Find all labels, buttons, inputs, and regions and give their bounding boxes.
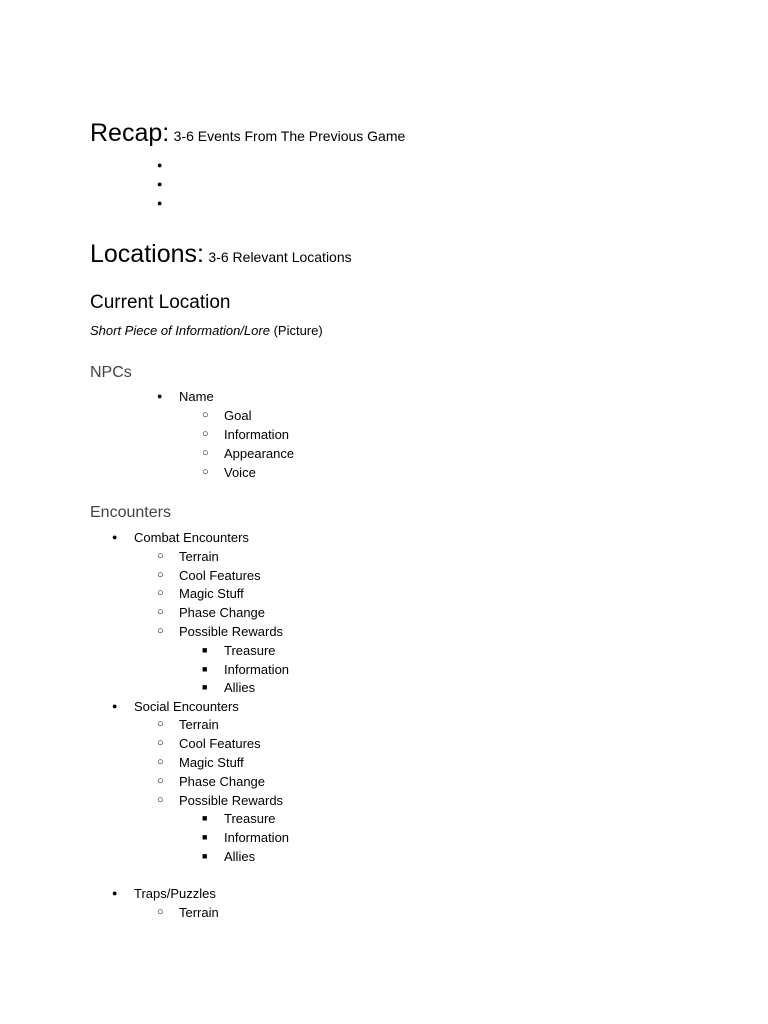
- square-bullet-icon: [202, 679, 224, 696]
- social-sub-label: Terrain: [179, 716, 219, 732]
- disc-bullet-icon: [157, 176, 179, 193]
- square-bullet-icon: [202, 810, 224, 827]
- recap-heading: Recap:: [90, 119, 170, 147]
- recap-bullet-1: [157, 157, 179, 174]
- disc-bullet-icon: [112, 529, 134, 546]
- circle-bullet-icon: [157, 567, 179, 584]
- npc-sub-label: Goal: [224, 407, 252, 423]
- locations-heading: Locations:: [90, 240, 204, 268]
- square-bullet-icon: [202, 829, 224, 846]
- circle-bullet-icon: [157, 604, 179, 621]
- current-location-picture: (Picture): [273, 323, 323, 338]
- traps-sub-label: Terrain: [179, 904, 219, 920]
- square-bullet-icon: [202, 642, 224, 659]
- locations-subtitle: 3-6 Relevant Locations: [208, 249, 352, 265]
- social-sub-item: [157, 735, 261, 752]
- combat-reward-item: [202, 642, 276, 659]
- combat-reward-label: Treasure: [224, 642, 276, 658]
- npc-sub-label: Voice: [224, 464, 256, 480]
- traps-sub-item: [157, 904, 219, 921]
- social-sub-label: Phase Change: [179, 773, 266, 789]
- combat-reward-label: Allies: [224, 679, 256, 695]
- combat-sub-item: [157, 623, 283, 640]
- social-sub-item: [157, 792, 283, 809]
- combat-sub-item: [157, 548, 219, 565]
- combat-sub-item: [157, 604, 265, 621]
- npc-name-label: Name: [179, 388, 214, 404]
- social-reward-item: [202, 848, 255, 865]
- traps-puzzles-item: [112, 885, 216, 902]
- recap-heading-row: [90, 119, 405, 147]
- combat-sub-label: Cool Features: [179, 567, 261, 583]
- circle-bullet-icon: [157, 716, 179, 733]
- social-sub-item: [157, 773, 265, 790]
- combat-sub-label: Magic Stuff: [179, 585, 244, 601]
- circle-bullet-icon: [202, 426, 224, 443]
- npc-sub-item: [202, 426, 289, 443]
- combat-reward-label: Information: [224, 661, 290, 677]
- social-sub-label: Cool Features: [179, 735, 261, 751]
- combat-encounters-item: [112, 529, 249, 546]
- npc-sub-label: Information: [224, 426, 290, 442]
- recap-bullet-3: [157, 195, 179, 212]
- social-reward-item: [202, 810, 276, 827]
- circle-bullet-icon: [157, 904, 179, 921]
- current-location-info: [90, 323, 323, 339]
- combat-sub-label: Phase Change: [179, 604, 266, 620]
- circle-bullet-icon: [157, 548, 179, 565]
- disc-bullet-icon: [157, 388, 179, 405]
- combat-sub-item: [157, 567, 261, 584]
- npc-sub-item: [202, 464, 256, 481]
- disc-bullet-icon: [112, 885, 134, 902]
- circle-bullet-icon: [157, 623, 179, 640]
- social-sub-item: [157, 716, 219, 733]
- circle-bullet-icon: [157, 735, 179, 752]
- social-sub-item: [157, 754, 244, 771]
- social-encounters-label: Social Encounters: [134, 698, 239, 714]
- circle-bullet-icon: [157, 754, 179, 771]
- recap-bullet-2: [157, 176, 179, 193]
- npc-name-item: [157, 388, 214, 405]
- social-encounters-item: [112, 698, 239, 715]
- circle-bullet-icon: [202, 407, 224, 424]
- combat-encounters-label: Combat Encounters: [134, 529, 249, 545]
- circle-bullet-icon: [202, 445, 224, 462]
- disc-bullet-icon: [157, 157, 179, 174]
- combat-sub-label: Terrain: [179, 548, 219, 564]
- traps-puzzles-label: Traps/Puzzles: [134, 885, 216, 901]
- npc-sub-item: [202, 445, 294, 462]
- npc-sub-item: [202, 407, 251, 424]
- social-reward-item: [202, 829, 289, 846]
- npc-sub-label: Appearance: [224, 445, 295, 461]
- current-location-heading: Current Location: [90, 292, 231, 313]
- social-reward-label: Treasure: [224, 810, 276, 826]
- current-location-lore: Short Piece of Information/Lore: [90, 323, 270, 338]
- combat-sub-item: [157, 585, 244, 602]
- locations-heading-row: [90, 240, 352, 268]
- circle-bullet-icon: [202, 464, 224, 481]
- square-bullet-icon: [202, 661, 224, 678]
- square-bullet-icon: [202, 848, 224, 865]
- social-reward-label: Information: [224, 829, 290, 845]
- combat-reward-item: [202, 661, 289, 678]
- circle-bullet-icon: [157, 773, 179, 790]
- disc-bullet-icon: [157, 195, 179, 212]
- encounters-heading: Encounters: [90, 504, 171, 521]
- combat-sub-label: Possible Rewards: [179, 623, 284, 639]
- disc-bullet-icon: [112, 698, 134, 715]
- social-sub-label: Possible Rewards: [179, 792, 284, 808]
- recap-subtitle: 3-6 Events From The Previous Game: [173, 128, 406, 144]
- combat-reward-item: [202, 679, 255, 696]
- circle-bullet-icon: [157, 792, 179, 809]
- circle-bullet-icon: [157, 585, 179, 602]
- social-reward-label: Allies: [224, 848, 256, 864]
- npcs-heading: NPCs: [90, 364, 132, 381]
- social-sub-label: Magic Stuff: [179, 754, 244, 770]
